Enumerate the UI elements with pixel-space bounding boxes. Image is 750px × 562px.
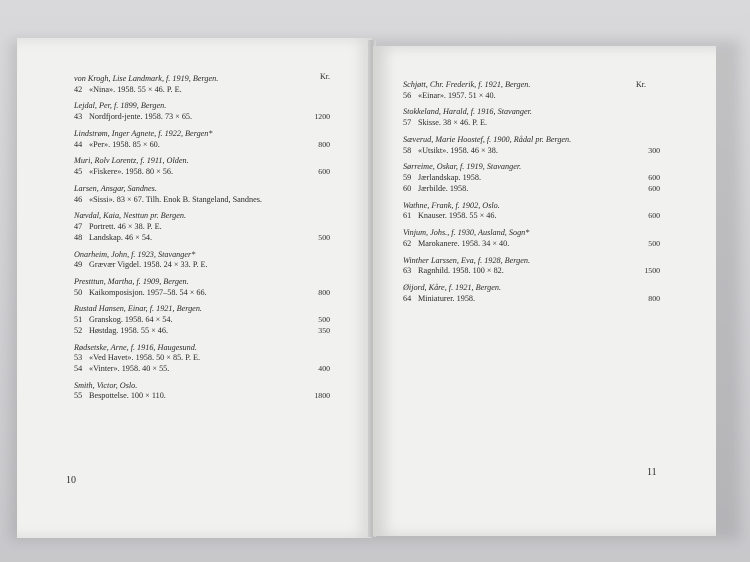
- artist-entry: [403, 283, 660, 304]
- artwork-row: [403, 91, 660, 102]
- catalog-number: 43: [74, 112, 83, 122]
- artist-name: Sørreime, Oskar, f. 1919, Stavanger.: [403, 162, 522, 172]
- artwork-title: Marokanere. 1958. 34 × 40.: [418, 238, 510, 248]
- catalog-number: 53: [74, 353, 83, 363]
- artwork-price: 300: [648, 145, 660, 155]
- artist-name: Lindstrøm, Inger Agnete, f. 1922, Bergen*: [74, 128, 213, 138]
- artist-name: Lejdal, Per, f. 1899, Bergen.: [74, 101, 167, 111]
- artwork-row: [403, 239, 660, 250]
- catalog-number: 59: [403, 173, 412, 183]
- catalog-number: 61: [403, 211, 412, 221]
- artwork-row: [74, 85, 330, 96]
- artist-entry: [74, 156, 330, 177]
- artist-name: Øijord, Kåre, f. 1921, Bergen.: [403, 282, 502, 292]
- artist-name: Sæverud, Marie Hoostef, f. 1900, Rådal pr. Bergen.: [403, 134, 572, 144]
- artist-name: Rødsetske, Arne, f. 1916, Haugesund.: [74, 342, 197, 352]
- artwork-row: [74, 167, 330, 178]
- artist-entry: [74, 250, 330, 271]
- catalog-number: 48: [74, 232, 83, 242]
- artist-entry: [74, 343, 330, 375]
- artwork-price: 1800: [314, 391, 330, 401]
- catalog-number: 62: [403, 238, 412, 248]
- artist-name: Muri, Rolv Lorentz, f. 1911, Olden.: [74, 156, 189, 166]
- artwork-row: [74, 112, 330, 123]
- artwork-row: [403, 173, 660, 184]
- artist-entry: [403, 162, 660, 194]
- artwork-row: [403, 184, 660, 195]
- catalog-number: 58: [403, 145, 412, 155]
- artwork-title: «Fiskere». 1958. 80 × 56.: [89, 167, 173, 177]
- artwork-row: [74, 140, 330, 151]
- catalog-number: 46: [74, 194, 83, 204]
- artwork-price: 800: [648, 293, 660, 303]
- artwork-row: [74, 288, 330, 299]
- artwork-title: Portrett. 46 × 38. P. E.: [89, 222, 162, 232]
- artwork-title: «Nina». 1958. 55 × 46. P. E.: [89, 84, 182, 94]
- catalog-number: 56: [403, 90, 412, 100]
- artwork-price: 800: [318, 139, 330, 149]
- artwork-title: «Utsikt». 1958. 46 × 38.: [418, 145, 498, 155]
- catalog-number: 44: [74, 139, 83, 149]
- artwork-row: [403, 294, 660, 305]
- artwork-price: 600: [648, 183, 660, 193]
- artist-entry: [74, 74, 330, 95]
- catalog-number: 47: [74, 222, 83, 232]
- artist-entry: [403, 107, 660, 128]
- artwork-row: [74, 260, 330, 271]
- artwork-price: 1200: [314, 112, 330, 122]
- artist-name: Vinjum, Johs., f. 1930, Ausland, Sogn*: [403, 228, 530, 238]
- artwork-row: [74, 195, 330, 206]
- artwork-title: Granskog. 1958. 64 × 54.: [89, 315, 173, 325]
- artwork-row: [403, 118, 660, 129]
- artwork-price: 500: [318, 232, 330, 242]
- artist-entry: [403, 80, 660, 101]
- artwork-title: Høstdag. 1958. 55 × 46.: [89, 325, 168, 335]
- artwork-row: [74, 233, 330, 244]
- artwork-price: 600: [648, 211, 660, 221]
- artwork-row: [74, 222, 330, 233]
- artist-entry: [74, 381, 330, 402]
- artwork-row: [403, 146, 660, 157]
- catalog-number: 45: [74, 167, 83, 177]
- artist-name: von Krogh, Lise Landmark, f. 1919, Bergen.: [74, 74, 219, 83]
- catalog-number: 42: [74, 84, 83, 94]
- artwork-title: «Einar». 1957. 51 × 40.: [418, 90, 496, 100]
- catalog-number: 57: [403, 118, 412, 128]
- artist-entry: [74, 304, 330, 336]
- artwork-price: 800: [318, 287, 330, 297]
- artwork-price: 600: [648, 173, 660, 183]
- artist-entry: [74, 101, 330, 122]
- artwork-title: Skisse. 38 × 46. P. E.: [418, 118, 487, 128]
- artwork-price: 1500: [644, 266, 660, 276]
- artwork-row: [74, 353, 330, 364]
- artwork-price: 350: [318, 325, 330, 335]
- artist-entry: [74, 184, 330, 205]
- page-number: 10: [66, 475, 76, 486]
- catalog-number: 64: [403, 293, 412, 303]
- artist-entry: [74, 129, 330, 150]
- artwork-title: «Per». 1958. 85 × 60.: [89, 139, 160, 149]
- artwork-title: Bespottelse. 100 × 110.: [89, 391, 166, 401]
- artwork-price: 500: [318, 315, 330, 325]
- catalog-number: 50: [74, 287, 83, 297]
- artist-entry: [403, 201, 660, 222]
- artist-name: Wathne, Frank, f. 1902, Oslo.: [403, 200, 500, 210]
- currency-label: Kr.: [320, 72, 330, 81]
- artwork-price: 600: [318, 167, 330, 177]
- artwork-title: «Sissi». 83 × 67. Tilh. Enok B. Stangeland, Sandnes.: [89, 194, 262, 204]
- artist-entry: [74, 277, 330, 298]
- left-page: [17, 38, 372, 538]
- artwork-row: [403, 266, 660, 277]
- artwork-title: Jærlandskap. 1958.: [418, 173, 481, 183]
- catalog-number: 55: [74, 391, 83, 401]
- artwork-row: [74, 326, 330, 337]
- artwork-title: Knauser. 1958. 55 × 46.: [418, 211, 497, 221]
- artist-name: Prestttun, Martha, f. 1909, Bergen.: [74, 276, 189, 286]
- catalog-number: 52: [74, 325, 83, 335]
- artwork-row: [403, 211, 660, 222]
- artist-entry: [74, 211, 330, 243]
- artwork-title: Landskap. 46 × 54.: [89, 232, 153, 242]
- artist-name: Schjøtt, Chr. Frederik, f. 1921, Bergen.: [403, 80, 531, 89]
- artist-entry: [403, 256, 660, 277]
- artist-name: Smith, Victor, Oslo.: [74, 380, 138, 390]
- artwork-title: Miniaturer. 1958.: [418, 293, 476, 303]
- artist-entry: [403, 228, 660, 249]
- artwork-row: [74, 391, 330, 402]
- artwork-title: Kaikomposisjon. 1957–58. 54 × 66.: [89, 287, 207, 297]
- right-page: [373, 46, 716, 536]
- artist-name: Rustad Hansen, Einar, f. 1921, Bergen.: [74, 304, 202, 314]
- artwork-title: «Vinter». 1958. 40 × 55.: [89, 363, 170, 373]
- artist-name: Stokkeland, Harald, f. 1916, Stavanger.: [403, 107, 532, 117]
- artist-name: Larsen, Ansgar, Sandnes.: [74, 183, 157, 193]
- catalog-number: 49: [74, 260, 83, 270]
- artist-name: Onarheim, John, f. 1923, Stavanger*: [74, 249, 196, 259]
- artist-name: Winther Larssen, Eva, f. 1928, Bergen.: [403, 255, 531, 265]
- artwork-price: 500: [648, 238, 660, 248]
- artwork-title: Ragnhild. 1958. 100 × 82.: [418, 266, 504, 276]
- catalog-number: 63: [403, 266, 412, 276]
- artwork-title: «Ved Havet». 1958. 50 × 85. P. E.: [89, 353, 201, 363]
- catalog-number: 60: [403, 183, 412, 193]
- artwork-title: Jærbilde. 1958.: [418, 183, 469, 193]
- artwork-title: Nordfjord-jente. 1958. 73 × 65.: [89, 112, 193, 122]
- artwork-row: [74, 364, 330, 375]
- page-number: 11: [647, 467, 657, 478]
- artwork-title: Grævær Vigdel. 1958. 24 × 33. P. E.: [89, 260, 208, 270]
- artist-name: Nævdal, Kaia, Nesttun pr. Bergen.: [74, 211, 187, 221]
- artist-entry: [403, 135, 660, 156]
- currency-label: Kr.: [636, 80, 646, 89]
- artist-list: [74, 74, 330, 408]
- artwork-row: [74, 315, 330, 326]
- catalog-number: 54: [74, 363, 83, 373]
- artwork-price: 400: [318, 363, 330, 373]
- artist-list: [403, 80, 660, 310]
- catalog-number: 51: [74, 315, 83, 325]
